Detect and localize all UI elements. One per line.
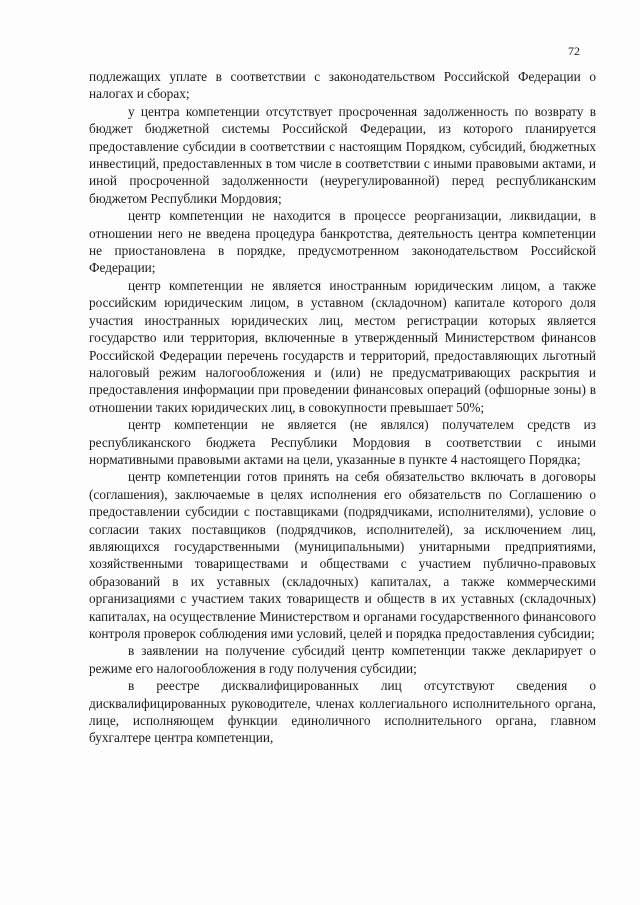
page-number: 72 bbox=[568, 44, 580, 58]
paragraph: в реестре дисквалифицированных лиц отсутствуют сведения о дисквалифицированных руководителе, членах коллегиального исполнительного органа, лице, исполняющем функции единоличного исполнительного органа, главном бухгалтере центра компетенции, bbox=[89, 678, 596, 746]
paragraph: в заявлении на получение субсидий центр компетенции также декларирует о режиме его налогообложения в году получения субсидии; bbox=[89, 643, 596, 676]
paragraph: центр компетенции не является иностранным юридическим лицом, а также российским юридическим лицом, в уставном (складочном) капитале которого доля участия иностранных юридических лиц, местом регистрации которых является государство или территория, включенные в утвержденный Министерством финансов Российской Федерации перечень государств и территорий, предоставляющих льготный налоговый режим налогообложения и (или) не предусматривающих раскрытия и предоставления информации при проведении финансовых операций (офшорные зоны) в отношении таких юридических лиц, в совокупности превышает 50%; bbox=[89, 277, 596, 415]
paragraph: центр компетенции готов принять на себя обязательство включать в договоры (соглашения), заключаемые в целях исполнения его обязательств по Соглашению о предоставлении субсидии с поставщиками (подрядчиками, исполнителями), условие о согласии таких поставщиков (подрядчиков, исполнителей), за исключением лиц, являющихся государственными (муниципальными) унитарными предприятиями, хозяйственными товариществами и обществами с участием публично-правовых образований в их уставных (складочных) капиталах, а также коммерческими организациями с участием таких товариществ и обществ в их уставных (складочных) капиталах, на осуществление Министерством и органами государственного финансового контроля проверок соблюдения ими условий, целей и порядка предоставления субсидии; bbox=[89, 469, 596, 641]
page-body bbox=[89, 68, 596, 747]
paragraph: центр компетенции не находится в процессе реорганизации, ликвидации, в отношении него не введена процедура банкротства, деятельность центра компетенции не приостановлена в порядке, предусмотренном законодательством Российской Федерации; bbox=[89, 208, 596, 276]
paragraph: подлежащих уплате в соответствии с законодательством Российской Федерации о налогах и сборах; bbox=[89, 69, 596, 102]
paragraph: у центра компетенции отсутствует просроченная задолженность по возврату в бюджет бюджетной системы Российской Федерации, из которого планируется предоставление субсидии в соответствии с настоящим Порядком, субсидий, бюджетных инвестиций, предоставленных в том числе в соответствии с иными правовыми актами, и иной просроченной задолженности (неурегулированной) перед республиканским бюджетом Республики Мордовия; bbox=[89, 103, 596, 206]
paragraph: центр компетенции не является (не являлся) получателем средств из республиканского бюджета Республики Мордовия в соответствии с иными нормативными правовыми актами на цели, указанные в пункте 4 настоящего Порядка; bbox=[89, 417, 596, 467]
